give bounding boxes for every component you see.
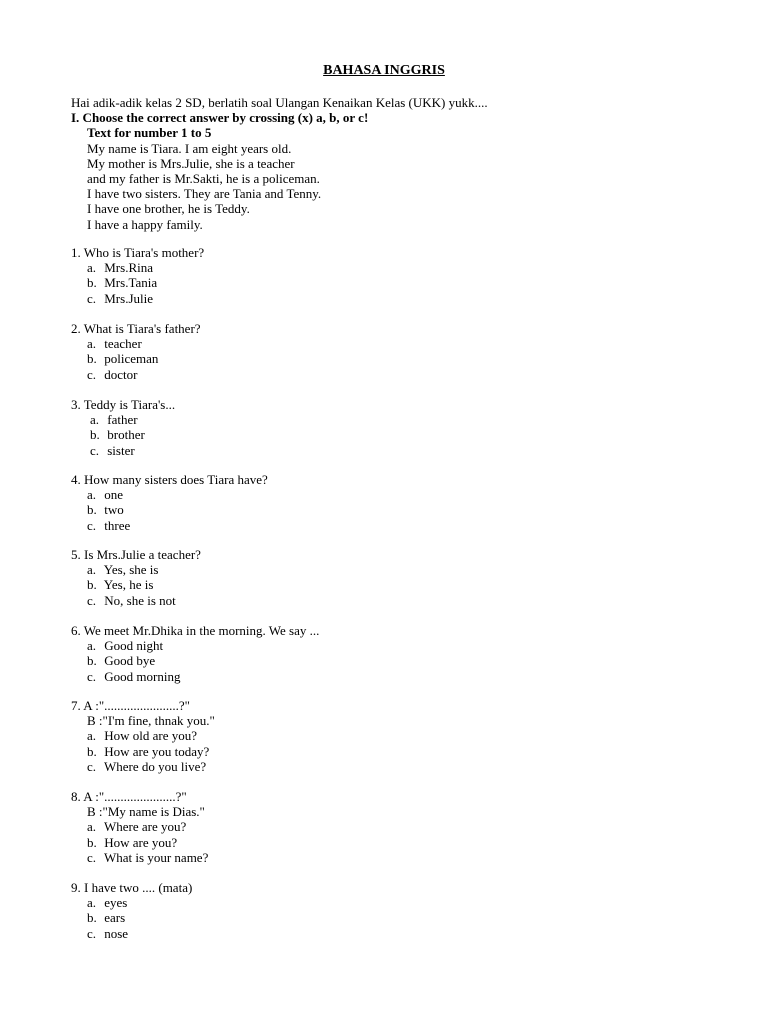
intro-section — [71, 95, 731, 232]
option-c[interactable] — [71, 291, 731, 306]
option-text: doctor — [104, 366, 138, 382]
option-text: one — [104, 487, 124, 503]
option-letter: c. — [87, 517, 97, 533]
option-letter: b. — [87, 834, 97, 850]
option-letter: a. — [90, 412, 100, 428]
option-c[interactable] — [71, 518, 731, 533]
story-line: I have a happy family. — [87, 216, 203, 232]
option-text: Yes, she is — [103, 562, 159, 578]
option-a[interactable] — [71, 412, 731, 427]
question-3 — [71, 397, 731, 458]
option-text: policeman — [104, 351, 159, 367]
option-b[interactable] — [71, 653, 731, 668]
story-line: My mother is Mrs.Julie, she is a teacher — [87, 155, 295, 171]
option-text: Mrs.Rina — [104, 260, 153, 276]
option-letter: c. — [87, 849, 97, 865]
option-text: Where do you live? — [104, 758, 207, 774]
dialogue-line: B :"My name is Dias." — [87, 804, 205, 820]
option-letter: b. — [87, 577, 97, 593]
option-a[interactable] — [71, 487, 731, 502]
option-b[interactable] — [71, 835, 731, 850]
question-1 — [71, 245, 731, 306]
story-line: I have two sisters. They are Tania and Tenny. — [87, 186, 322, 202]
option-text: eyes — [104, 895, 128, 911]
option-text: Good morning — [104, 668, 181, 684]
instruction-text: I. Choose the correct answer by crossing (x) a, b, or c! — [71, 110, 369, 126]
option-letter: b. — [87, 910, 97, 926]
option-letter: c. — [87, 925, 97, 941]
option-a[interactable] — [71, 728, 731, 743]
option-text: nose — [104, 925, 129, 941]
option-text: How are you? — [104, 834, 178, 850]
option-text: teacher — [104, 336, 142, 352]
story-line: and my father is Mr.Sakti, he is a policeman. — [87, 170, 320, 186]
option-c[interactable] — [71, 759, 731, 774]
option-letter: a. — [87, 336, 97, 352]
option-text: Where are you? — [104, 819, 187, 835]
question-text: 5. Is Mrs.Julie a teacher? — [71, 547, 201, 562]
page-title — [0, 63, 768, 78]
option-c[interactable] — [71, 669, 731, 684]
option-letter: a. — [87, 487, 97, 503]
question-9 — [71, 880, 731, 941]
question-7 — [71, 698, 731, 774]
question-text: 4. How many sisters does Tiara have? — [71, 472, 268, 487]
option-b[interactable] — [71, 910, 731, 925]
question-5 — [71, 547, 731, 608]
question-2 — [71, 321, 731, 382]
option-letter: c. — [87, 668, 97, 684]
option-c[interactable] — [71, 367, 731, 382]
option-text: brother — [107, 427, 145, 443]
option-text: What is your name? — [104, 849, 209, 865]
story-line: I have one brother, he is Teddy. — [87, 201, 250, 217]
option-a[interactable] — [71, 819, 731, 834]
option-b[interactable] — [71, 275, 731, 290]
option-letter: a. — [87, 728, 97, 744]
option-a[interactable] — [71, 562, 731, 577]
question-text: 3. Teddy is Tiara's... — [71, 397, 176, 412]
option-text: three — [104, 517, 131, 533]
option-text: Yes, he is — [103, 577, 154, 593]
question-text: 1. Who is Tiara's mother? — [71, 245, 205, 260]
dialogue-line: B :"I'm fine, thnak you." — [87, 713, 215, 729]
option-letter: a. — [87, 562, 97, 578]
option-letter: a. — [87, 819, 97, 835]
question-text: 2. What is Tiara's father? — [71, 321, 201, 336]
option-letter: b. — [87, 351, 97, 367]
option-text: Mrs.Julie — [104, 290, 153, 306]
option-text: How old are you? — [104, 728, 198, 744]
option-a[interactable] — [71, 638, 731, 653]
option-text: Mrs.Tania — [104, 275, 158, 291]
question-text: 6. We meet Mr.Dhika in the morning. We say ... — [71, 623, 320, 638]
option-b[interactable] — [71, 744, 731, 759]
option-letter: b. — [90, 427, 100, 443]
option-text: Good bye — [104, 653, 156, 669]
option-text: How are you today? — [104, 743, 210, 759]
option-c[interactable] — [71, 926, 731, 941]
question-text: 9. I have two .... (mata) — [71, 880, 193, 895]
story-line: My name is Tiara. I am eight years old. — [87, 140, 292, 156]
intro-text: Hai adik-adik kelas 2 SD, berlatih soal Ulangan Kenaikan Kelas (UKK) yukk.... — [71, 95, 488, 110]
option-c[interactable] — [71, 593, 731, 608]
option-letter: c. — [87, 366, 97, 382]
option-letter: b. — [87, 653, 97, 669]
option-b[interactable] — [71, 427, 731, 442]
option-c[interactable] — [71, 850, 731, 865]
question-4 — [71, 472, 731, 533]
option-text: father — [107, 412, 138, 428]
option-letter: b. — [87, 502, 97, 518]
text-heading: Text for number 1 to 5 — [87, 125, 212, 141]
option-b[interactable] — [71, 577, 731, 592]
question-6 — [71, 623, 731, 684]
option-letter: a. — [87, 260, 97, 276]
option-text: Good night — [104, 638, 164, 654]
option-letter: a. — [87, 638, 97, 654]
option-b[interactable] — [71, 351, 731, 366]
option-c[interactable] — [71, 443, 731, 458]
option-a[interactable] — [71, 336, 731, 351]
option-letter: c. — [87, 290, 97, 306]
question-8 — [71, 789, 731, 865]
question-text: 8. A :"......................?" — [71, 789, 187, 804]
option-letter: c. — [87, 758, 97, 774]
option-text: two — [104, 502, 124, 518]
option-letter: b. — [87, 275, 97, 291]
option-a[interactable] — [71, 260, 731, 275]
option-text: No, she is not — [104, 592, 176, 608]
option-a[interactable] — [71, 895, 731, 910]
option-text: sister — [107, 442, 135, 458]
option-letter: b. — [87, 743, 97, 759]
option-letter: a. — [87, 895, 97, 911]
option-letter: c. — [90, 442, 100, 458]
option-b[interactable] — [71, 502, 731, 517]
option-letter: c. — [87, 592, 97, 608]
question-text: 7. A :".......................?" — [71, 698, 190, 713]
page-title-text: BAHASA INGGRIS — [323, 63, 445, 78]
option-text: ears — [104, 910, 126, 926]
